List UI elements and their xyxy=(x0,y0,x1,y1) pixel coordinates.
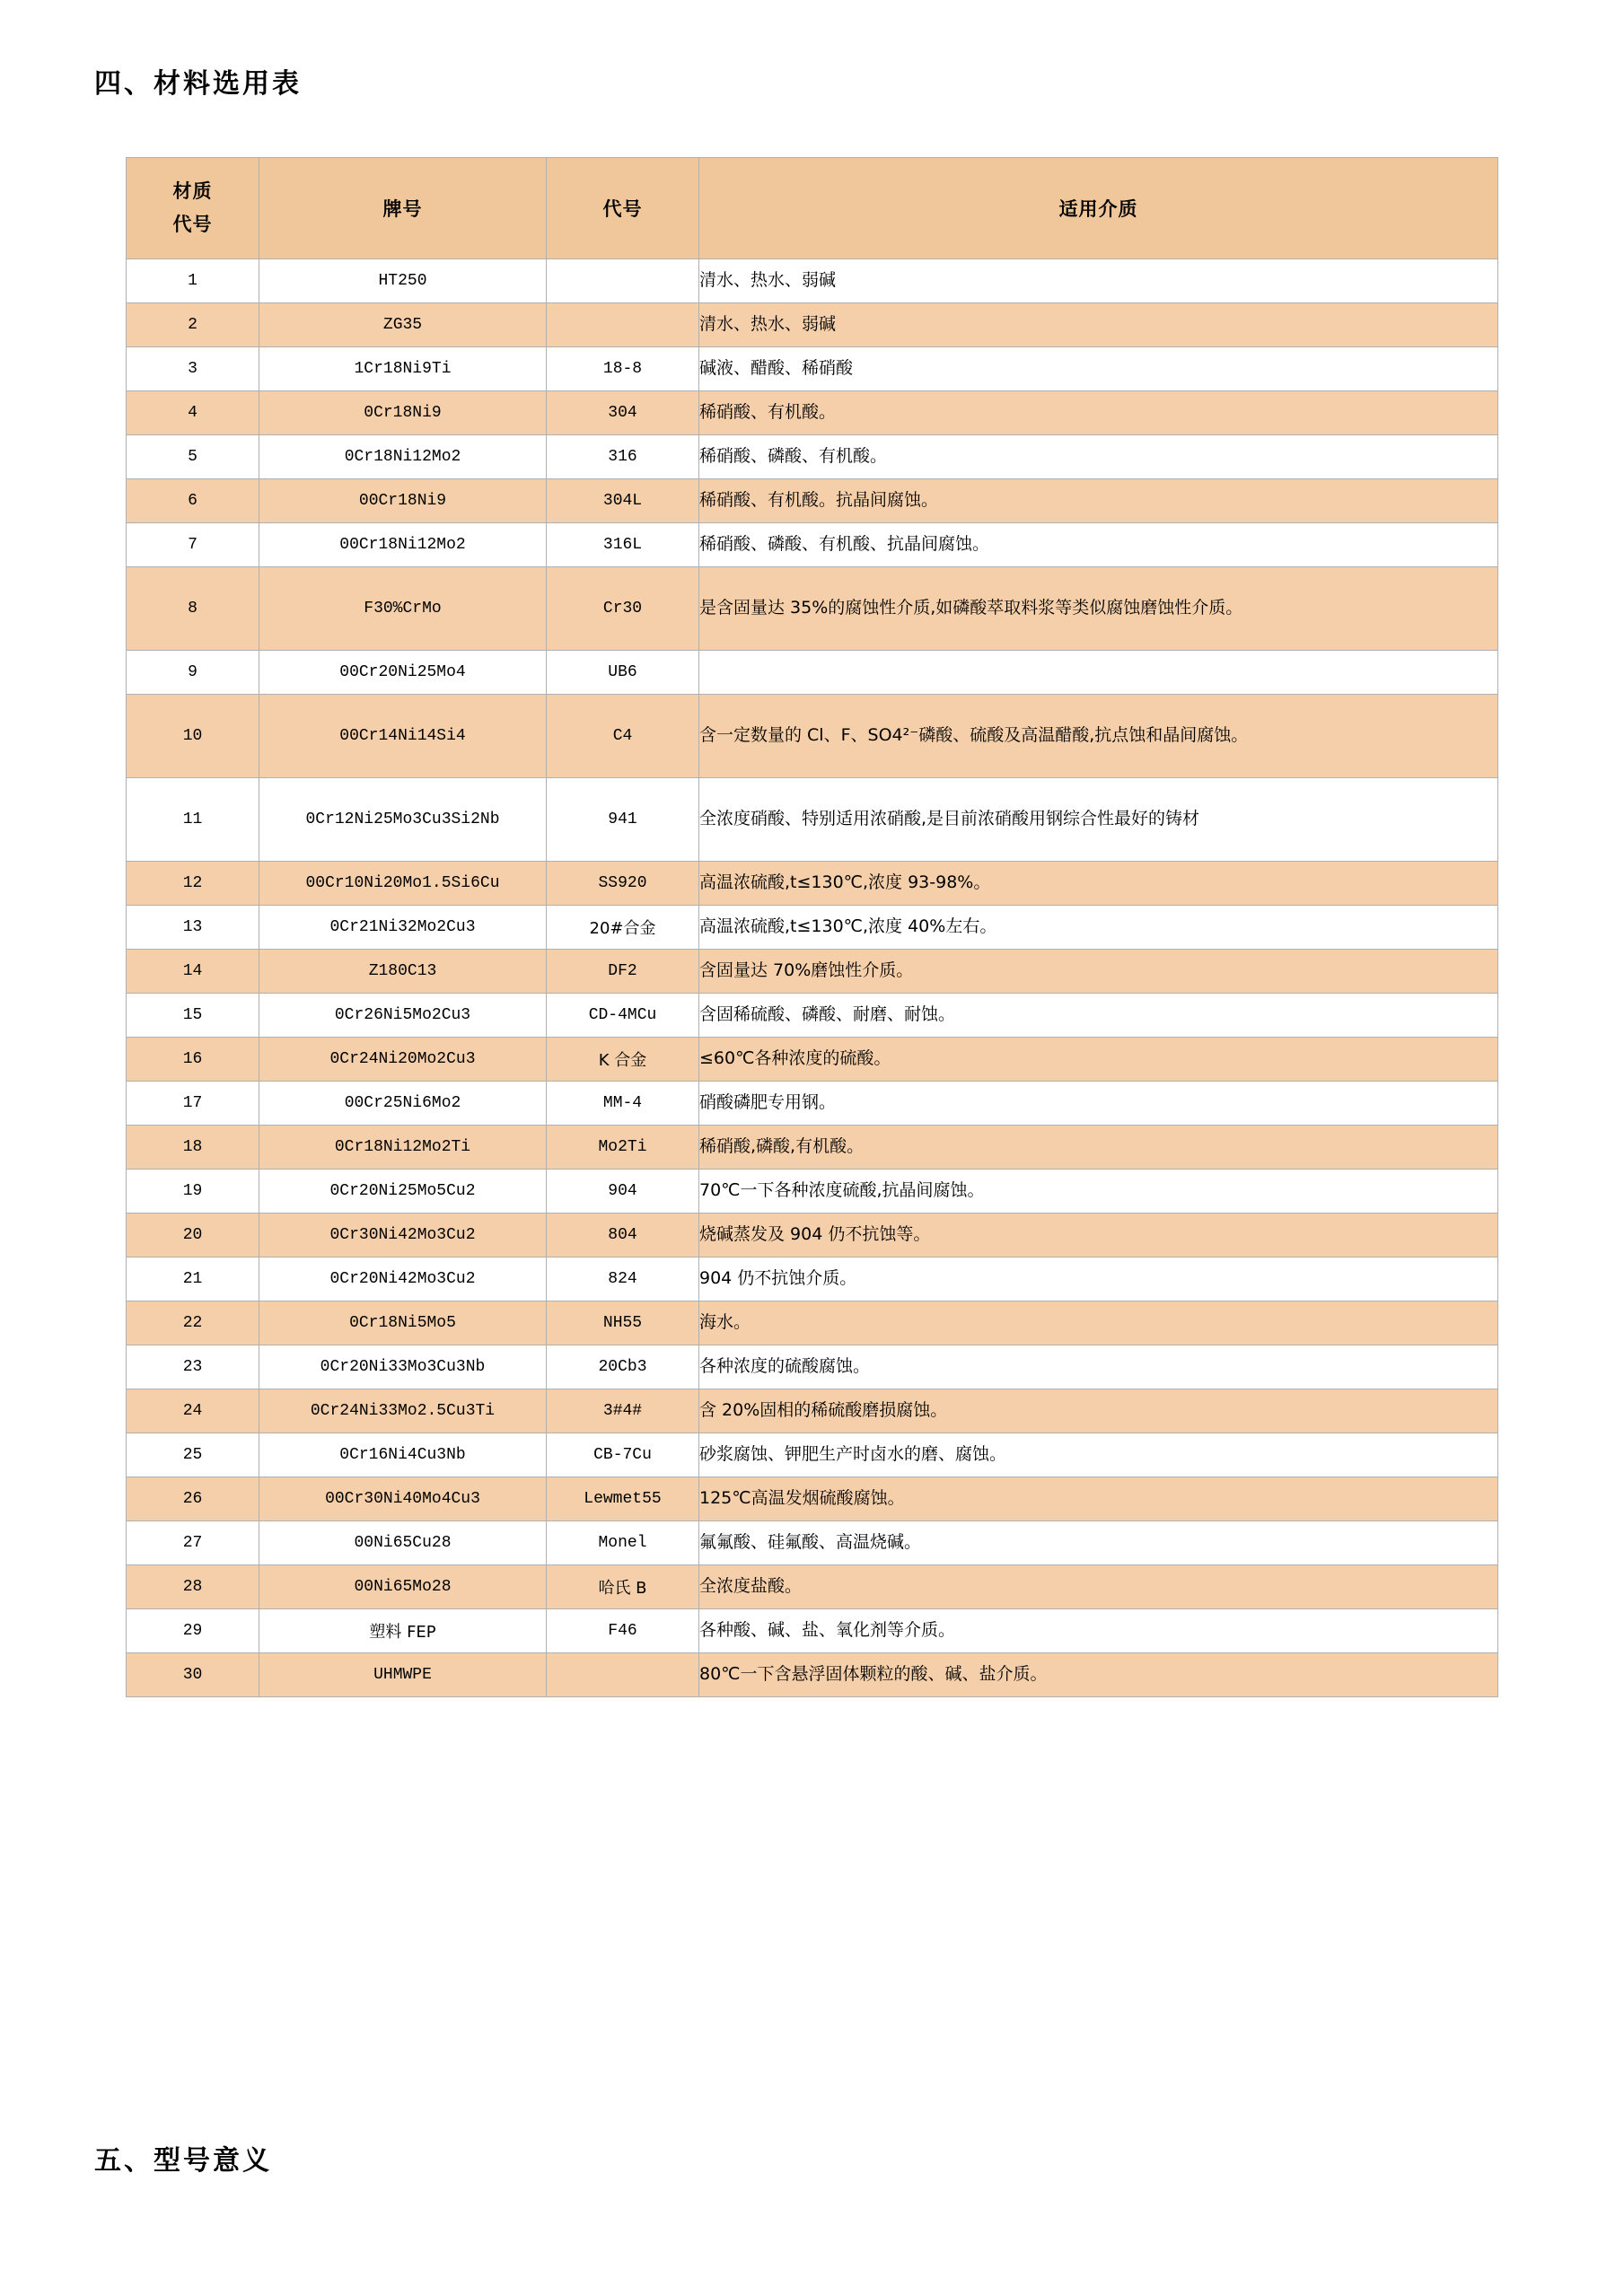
cell-grade: F30%CrMo xyxy=(259,567,547,651)
table-header xyxy=(127,158,1498,259)
cell-grade: 00Cr18Ni12Mo2 xyxy=(259,523,547,567)
cell-grade: 00Cr14Ni14Si4 xyxy=(259,695,547,778)
table-row xyxy=(127,1477,1498,1521)
cell-grade: Z180C13 xyxy=(259,950,547,994)
cell-symbol: CD-4MCu xyxy=(547,994,699,1038)
cell-applicable-media: 硝酸磷肥专用钢。 xyxy=(699,1082,1498,1126)
cell-material-code: 20 xyxy=(127,1214,259,1258)
cell-grade: 00Cr18Ni9 xyxy=(259,479,547,523)
cell-applicable-media: 海水。 xyxy=(699,1301,1498,1345)
table-row xyxy=(127,1038,1498,1082)
cell-symbol: 941 xyxy=(547,778,699,862)
cell-grade: 00Cr30Ni40Mo4Cu3 xyxy=(259,1477,547,1521)
cell-applicable-media: 稀硝酸,磷酸,有机酸。 xyxy=(699,1126,1498,1170)
cell-applicable-media: 稀硝酸、磷酸、有机酸。 xyxy=(699,435,1498,479)
cell-symbol: Lewmet55 xyxy=(547,1477,699,1521)
cell-material-code: 18 xyxy=(127,1126,259,1170)
cell-material-code: 13 xyxy=(127,906,259,950)
cell-grade: 0Cr20Ni25Mo5Cu2 xyxy=(259,1170,547,1214)
cell-symbol xyxy=(547,259,699,303)
cell-applicable-media xyxy=(699,651,1498,695)
cell-symbol: MM-4 xyxy=(547,1082,699,1126)
table-row xyxy=(127,651,1498,695)
material-selection-table xyxy=(126,157,1498,1697)
cell-symbol: NH55 xyxy=(547,1301,699,1345)
cell-applicable-media: 含固稀硫酸、磷酸、耐磨、耐蚀。 xyxy=(699,994,1498,1038)
cell-applicable-media: 稀硝酸、有机酸。抗晶间腐蚀。 xyxy=(699,479,1498,523)
table-row xyxy=(127,391,1498,435)
cell-symbol: SS920 xyxy=(547,862,699,906)
cell-grade: HT250 xyxy=(259,259,547,303)
cell-material-code: 29 xyxy=(127,1609,259,1653)
cell-symbol: 20Cb3 xyxy=(547,1345,699,1389)
cell-material-code: 14 xyxy=(127,950,259,994)
cell-material-code: 12 xyxy=(127,862,259,906)
cell-grade: 00Ni65Cu28 xyxy=(259,1521,547,1565)
column-header-material-code xyxy=(127,158,259,259)
cell-grade: 塑料 FEP xyxy=(259,1609,547,1653)
table-row xyxy=(127,567,1498,651)
cell-grade: 0Cr18Ni12Mo2 xyxy=(259,435,547,479)
cell-grade: 00Cr25Ni6Mo2 xyxy=(259,1082,547,1126)
table-row xyxy=(127,1082,1498,1126)
cell-material-code: 26 xyxy=(127,1477,259,1521)
cell-material-code: 19 xyxy=(127,1170,259,1214)
cell-applicable-media: 高温浓硫酸,t≤130℃,浓度 40%左右。 xyxy=(699,906,1498,950)
cell-symbol: 316 xyxy=(547,435,699,479)
cell-symbol xyxy=(547,1653,699,1697)
material-selection-table-wrapper xyxy=(126,157,1497,1697)
table-row xyxy=(127,303,1498,347)
cell-grade: 0Cr24Ni20Mo2Cu3 xyxy=(259,1038,547,1082)
table-row xyxy=(127,1258,1498,1301)
page-title-model: 五、型号意义 xyxy=(94,2145,272,2177)
table-row xyxy=(127,523,1498,567)
table-row xyxy=(127,778,1498,862)
cell-grade: 0Cr26Ni5Mo2Cu3 xyxy=(259,994,547,1038)
table-row xyxy=(127,1126,1498,1170)
table-row xyxy=(127,1214,1498,1258)
cell-applicable-media: 清水、热水、弱碱 xyxy=(699,259,1498,303)
cell-applicable-media: 各种浓度的硫酸腐蚀。 xyxy=(699,1345,1498,1389)
table-row xyxy=(127,906,1498,950)
cell-grade: 0Cr20Ni42Mo3Cu2 xyxy=(259,1258,547,1301)
cell-symbol: 824 xyxy=(547,1258,699,1301)
cell-applicable-media: 砂浆腐蚀、钾肥生产时卤水的磨、腐蚀。 xyxy=(699,1433,1498,1477)
cell-material-code: 5 xyxy=(127,435,259,479)
table-row xyxy=(127,1389,1498,1433)
table-row xyxy=(127,435,1498,479)
cell-symbol: DF2 xyxy=(547,950,699,994)
cell-grade: 00Cr10Ni20Mo1.5Si6Cu xyxy=(259,862,547,906)
cell-applicable-media: 含一定数量的 Cl、F、SO4²⁻磷酸、硫酸及高温醋酸,抗点蚀和晶间腐蚀。 xyxy=(699,695,1498,778)
table-header-row xyxy=(127,158,1498,259)
table-row xyxy=(127,1433,1498,1477)
cell-symbol: CB-7Cu xyxy=(547,1433,699,1477)
cell-symbol: 304 xyxy=(547,391,699,435)
table-row xyxy=(127,1653,1498,1697)
cell-material-code: 22 xyxy=(127,1301,259,1345)
cell-material-code: 3 xyxy=(127,347,259,391)
table-row xyxy=(127,1170,1498,1214)
cell-symbol: 804 xyxy=(547,1214,699,1258)
table-row xyxy=(127,347,1498,391)
column-header-material-code-line2: 代号 xyxy=(172,214,213,235)
cell-material-code: 16 xyxy=(127,1038,259,1082)
cell-applicable-media: 70℃一下各种浓度硫酸,抗晶间腐蚀。 xyxy=(699,1170,1498,1214)
cell-grade: 0Cr30Ni42Mo3Cu2 xyxy=(259,1214,547,1258)
cell-symbol: 3#4# xyxy=(547,1389,699,1433)
cell-grade: 0Cr18Ni5Mo5 xyxy=(259,1301,547,1345)
cell-applicable-media: 904 仍不抗蚀介质。 xyxy=(699,1258,1498,1301)
cell-applicable-media: 含 20%固相的稀硫酸磨损腐蚀。 xyxy=(699,1389,1498,1433)
table-row xyxy=(127,1609,1498,1653)
cell-material-code: 8 xyxy=(127,567,259,651)
cell-applicable-media: 稀硝酸、磷酸、有机酸、抗晶间腐蚀。 xyxy=(699,523,1498,567)
cell-material-code: 24 xyxy=(127,1389,259,1433)
cell-symbol: F46 xyxy=(547,1609,699,1653)
cell-material-code: 27 xyxy=(127,1521,259,1565)
cell-applicable-media: 各种酸、碱、盐、氧化剂等介质。 xyxy=(699,1609,1498,1653)
cell-material-code: 23 xyxy=(127,1345,259,1389)
cell-material-code: 21 xyxy=(127,1258,259,1301)
cell-grade: 0Cr20Ni33Mo3Cu3Nb xyxy=(259,1345,547,1389)
cell-symbol xyxy=(547,303,699,347)
cell-grade: 0Cr18Ni12Mo2Ti xyxy=(259,1126,547,1170)
cell-symbol: K 合金 xyxy=(547,1038,699,1082)
cell-applicable-media: 清水、热水、弱碱 xyxy=(699,303,1498,347)
cell-material-code: 2 xyxy=(127,303,259,347)
cell-applicable-media: 全浓度硝酸、特别适用浓硝酸,是目前浓硝酸用钢综合性最好的铸材 xyxy=(699,778,1498,862)
table-row xyxy=(127,862,1498,906)
cell-material-code: 10 xyxy=(127,695,259,778)
cell-material-code: 15 xyxy=(127,994,259,1038)
cell-grade: UHMWPE xyxy=(259,1653,547,1697)
cell-symbol: 18-8 xyxy=(547,347,699,391)
table-row xyxy=(127,994,1498,1038)
cell-symbol: 304L xyxy=(547,479,699,523)
cell-symbol: Mo2Ti xyxy=(547,1126,699,1170)
table-body xyxy=(127,259,1498,1697)
table-row xyxy=(127,259,1498,303)
cell-symbol: Monel xyxy=(547,1521,699,1565)
cell-applicable-media: ≤60℃各种浓度的硫酸。 xyxy=(699,1038,1498,1082)
cell-grade: 1Cr18Ni9Ti xyxy=(259,347,547,391)
cell-symbol: UB6 xyxy=(547,651,699,695)
cell-applicable-media: 氟氟酸、硅氟酸、高温烧碱。 xyxy=(699,1521,1498,1565)
cell-applicable-media: 全浓度盐酸。 xyxy=(699,1565,1498,1609)
cell-grade: 0Cr12Ni25Mo3Cu3Si2Nb xyxy=(259,778,547,862)
cell-material-code: 25 xyxy=(127,1433,259,1477)
table-row xyxy=(127,1345,1498,1389)
table-row xyxy=(127,1521,1498,1565)
column-header-symbol: 代号 xyxy=(547,158,699,259)
column-header-media: 适用介质 xyxy=(699,158,1498,259)
cell-grade: 00Ni65Mo28 xyxy=(259,1565,547,1609)
cell-symbol: C4 xyxy=(547,695,699,778)
cell-applicable-media: 125℃高温发烟硫酸腐蚀。 xyxy=(699,1477,1498,1521)
cell-grade: 0Cr16Ni4Cu3Nb xyxy=(259,1433,547,1477)
cell-grade: 00Cr20Ni25Mo4 xyxy=(259,651,547,695)
table-row xyxy=(127,695,1498,778)
page-title-materials: 四、材料选用表 xyxy=(94,68,302,100)
cell-material-code: 17 xyxy=(127,1082,259,1126)
cell-symbol: 哈氏 B xyxy=(547,1565,699,1609)
table-row xyxy=(127,479,1498,523)
cell-material-code: 7 xyxy=(127,523,259,567)
cell-material-code: 28 xyxy=(127,1565,259,1609)
cell-grade: 0Cr21Ni32Mo2Cu3 xyxy=(259,906,547,950)
cell-grade: 0Cr18Ni9 xyxy=(259,391,547,435)
cell-applicable-media: 稀硝酸、有机酸。 xyxy=(699,391,1498,435)
column-header-material-code-line1: 材质 xyxy=(172,180,213,203)
cell-symbol: 316L xyxy=(547,523,699,567)
cell-applicable-media: 烧碱蒸发及 904 仍不抗蚀等。 xyxy=(699,1214,1498,1258)
cell-material-code: 11 xyxy=(127,778,259,862)
cell-grade: 0Cr24Ni33Mo2.5Cu3Ti xyxy=(259,1389,547,1433)
cell-material-code: 9 xyxy=(127,651,259,695)
cell-applicable-media: 80℃一下含悬浮固体颗粒的酸、碱、盐介质。 xyxy=(699,1653,1498,1697)
cell-applicable-media: 碱液、醋酸、稀硝酸 xyxy=(699,347,1498,391)
cell-grade: ZG35 xyxy=(259,303,547,347)
cell-material-code: 6 xyxy=(127,479,259,523)
cell-applicable-media: 高温浓硫酸,t≤130℃,浓度 93-98%。 xyxy=(699,862,1498,906)
cell-material-code: 4 xyxy=(127,391,259,435)
cell-material-code: 30 xyxy=(127,1653,259,1697)
cell-symbol: 904 xyxy=(547,1170,699,1214)
cell-material-code: 1 xyxy=(127,259,259,303)
cell-symbol: 20#合金 xyxy=(547,906,699,950)
table-row xyxy=(127,1301,1498,1345)
cell-symbol: Cr30 xyxy=(547,567,699,651)
table-row xyxy=(127,950,1498,994)
table-row xyxy=(127,1565,1498,1609)
column-header-grade: 牌号 xyxy=(259,158,547,259)
cell-applicable-media: 是含固量达 35%的腐蚀性介质,如磷酸萃取料浆等类似腐蚀磨蚀性介质。 xyxy=(699,567,1498,651)
cell-applicable-media: 含固量达 70%磨蚀性介质。 xyxy=(699,950,1498,994)
